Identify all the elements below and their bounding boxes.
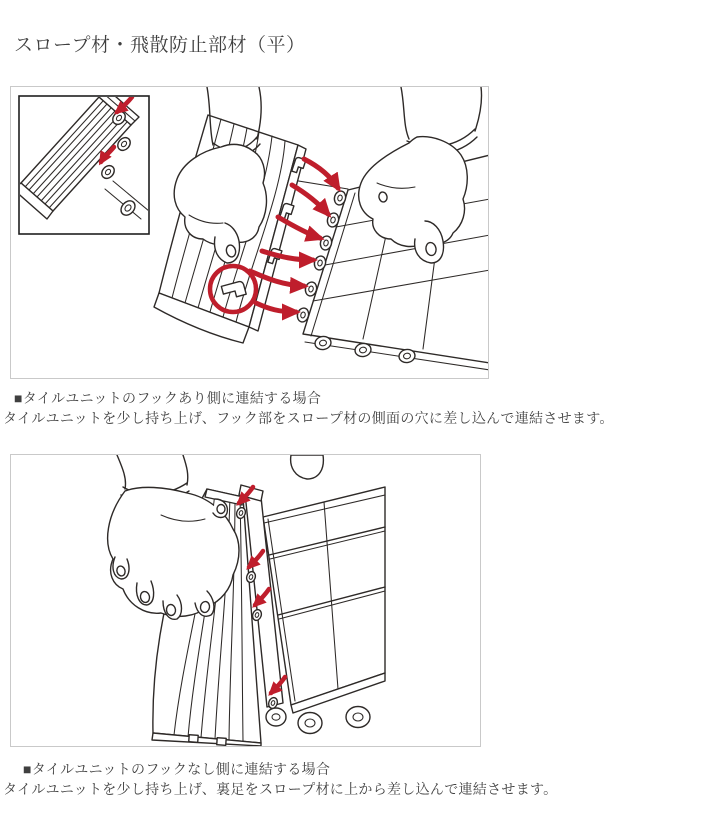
caption-body-hook-side: タイルユニットを少し持ち上げ、フック部をスロープ材の側面の穴に差し込んで連結させます。 <box>3 410 614 426</box>
caption-heading-hook-side: ■タイルユニットのフックあり側に連結する場合 <box>14 390 322 406</box>
tile-feet <box>266 707 370 734</box>
page-title: スロープ材・飛散防止部材（平） <box>14 35 306 56</box>
open-hand <box>108 455 239 619</box>
caption-body-no-hook-side: タイルユニットを少し持ち上げ、裏足をスロープ材に上から差し込んで連結させます。 <box>3 781 558 797</box>
hook-side-illustration <box>11 87 488 378</box>
fingertip-top <box>291 455 324 479</box>
inset-detail-box <box>13 89 149 234</box>
illustration-panel-hook-side <box>10 86 489 379</box>
illustration-panel-no-hook-side <box>10 454 481 747</box>
no-hook-side-illustration <box>11 455 480 746</box>
caption-heading-no-hook-side: ■タイルユニットのフックなし側に連結する場合 <box>23 761 331 777</box>
